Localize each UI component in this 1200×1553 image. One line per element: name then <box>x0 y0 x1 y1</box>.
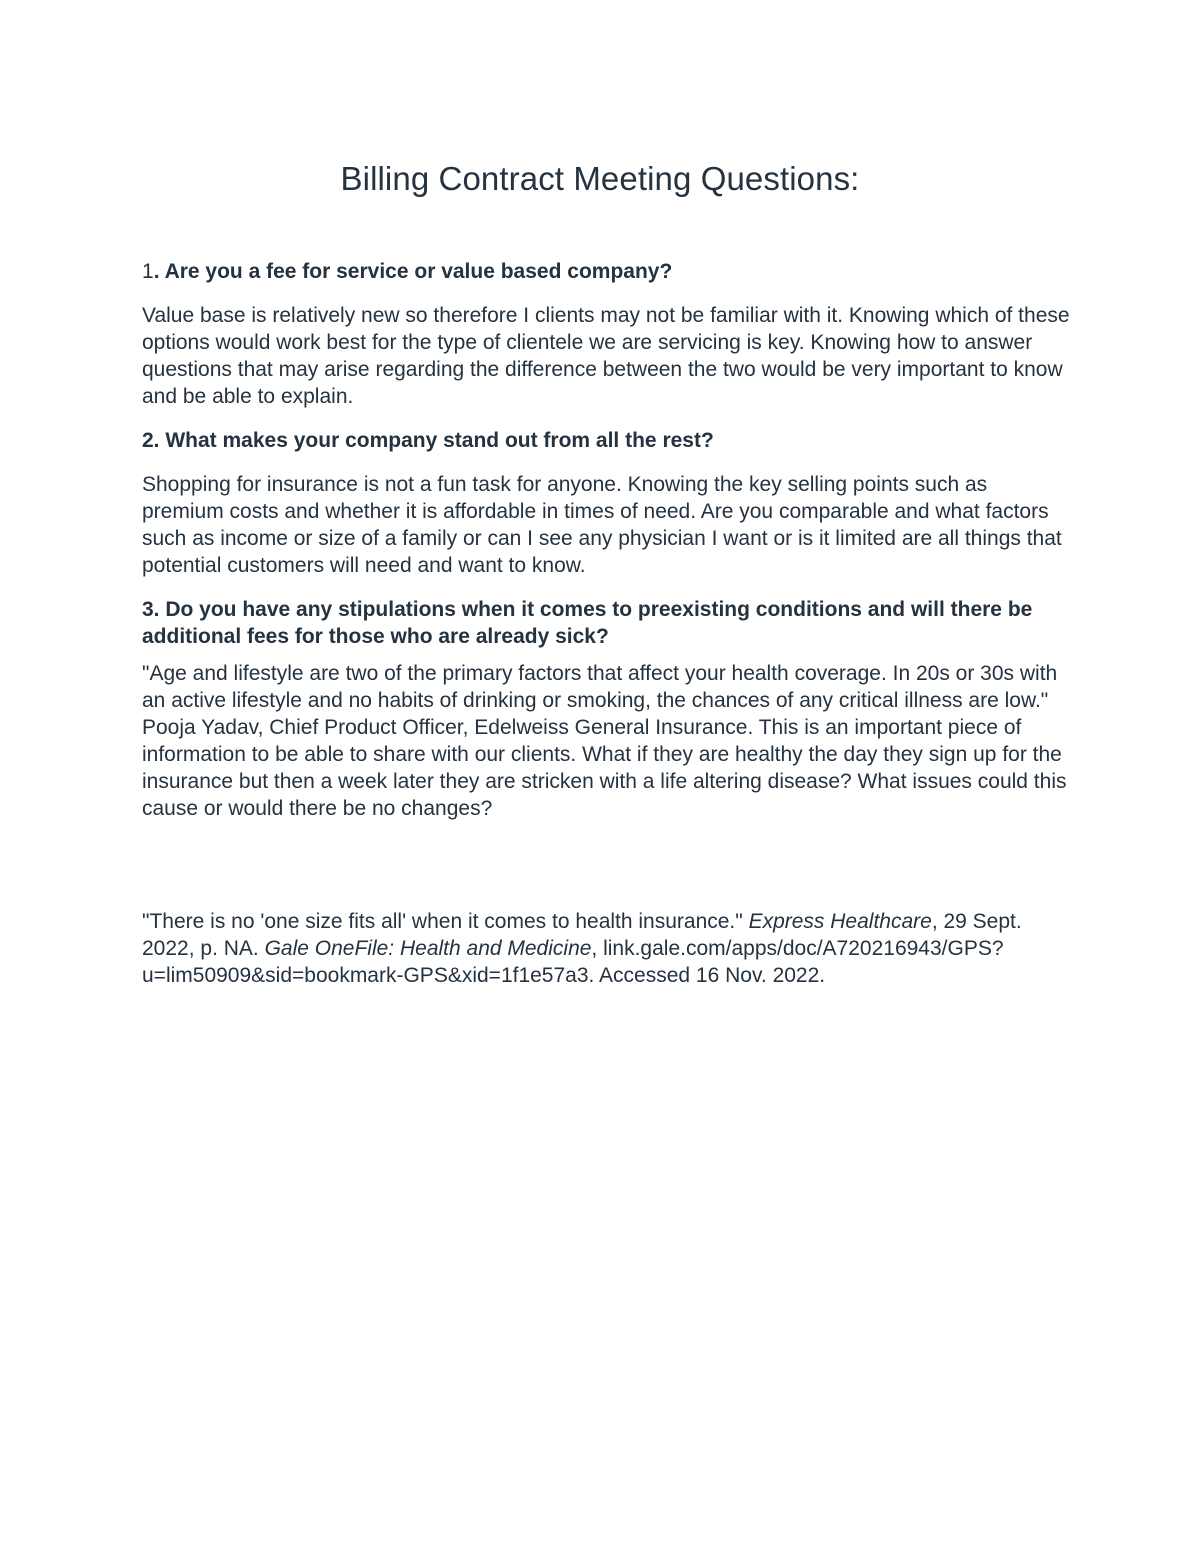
citation-details: , 29 Sept. 2022, p. NA. <box>142 910 1022 960</box>
question-3-heading <box>142 596 1072 650</box>
citation-link: , link.gale.com/apps/doc/A720216943/GPS?u=lim50909&sid=bookmark-GPS&xid=1f1e57a3. Accessed 16 Nov. 2022. <box>142 937 1004 987</box>
question-1-number: 1 <box>142 260 154 283</box>
page-title: Billing Contract Meeting Questions: <box>340 160 860 197</box>
question-1-heading <box>142 258 1072 285</box>
question-2-number: 2. <box>142 429 160 452</box>
question-2-text: What makes your company stand out from all the rest? <box>159 429 714 452</box>
works-cited-entry <box>142 908 1072 989</box>
question-1-text: . Are you a fee for service or value based company? <box>153 260 673 283</box>
question-2-answer: Shopping for insurance is not a fun task for anyone. Knowing the key selling points such as premium costs and whether it is affordable in times of need. Are you comparable and what factors such as income or size of a family or can I see any physician I want or is it limited are all things that potential customers will need and want to know. <box>142 473 1062 577</box>
document-body <box>142 258 1072 1006</box>
question-2-heading <box>142 427 1072 454</box>
citation-journal: Express Healthcare <box>748 910 932 933</box>
question-1-answer: Value base is relatively new so therefore I clients may not be familiar with it. Knowing which of these options would work best for the type of clientele we are servicing is key. Knowing how to answer questions that may arise regarding the difference between the two would be very important to know and be able to explain. <box>142 304 1070 408</box>
citation-database: Gale OneFile: Health and Medicine <box>264 937 592 960</box>
question-3-text: Do you have any stipulations when it comes to preexisting conditions and will there be additional fees for those who are already sick? <box>142 598 1033 648</box>
question-3-answer: "Age and lifestyle are two of the primary factors that affect your health coverage. In 20s or 30s with an active lifestyle and no habits of drinking or smoking, the chances of any critical illness are low." Pooja Yadav, Chief Product Officer, Edelweiss General Insurance. This is an important piece of information to be able to share with our clients. What if they are healthy the day they sign up for the insurance but then a week later they are stricken with a life altering disease? What issues could this cause or would there be no changes? <box>142 662 1067 820</box>
question-3-number: 3. <box>142 598 160 621</box>
citation-quote: "There is no 'one size fits all' when it comes to health insurance." <box>142 910 749 933</box>
